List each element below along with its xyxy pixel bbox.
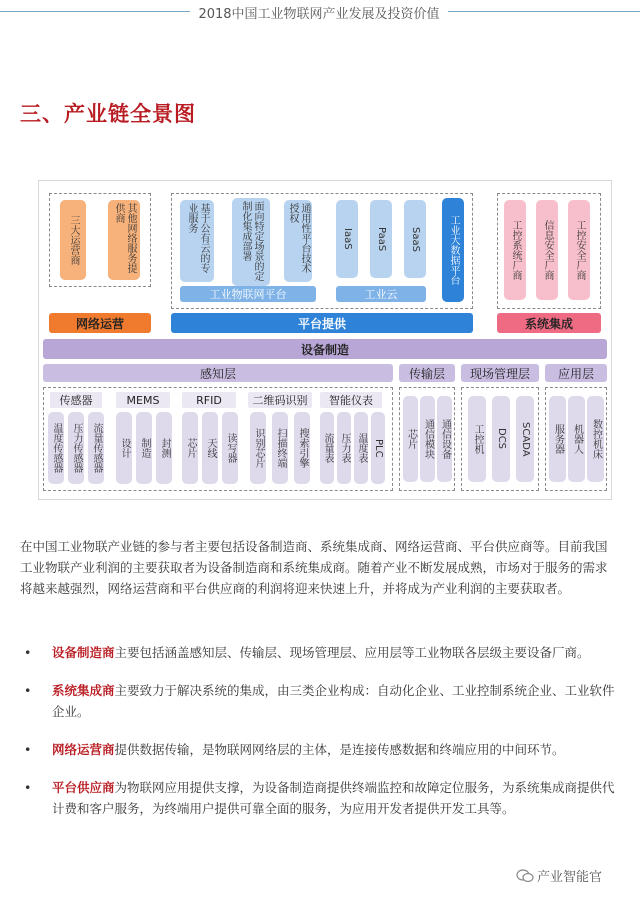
bullet-term: 设备制造商 — [52, 645, 115, 660]
watermark — [516, 866, 602, 885]
field-item: SCADA — [516, 396, 534, 482]
cloud-item-iaas: IaaS — [336, 200, 358, 278]
bullet-text: 提供数据传输，是物联网网络层的主体，是连接传感数据和终端应用的中间环节。 — [114, 742, 565, 757]
perception-item: 芯片 — [182, 412, 198, 484]
field-layer-label: 现场管理层 — [461, 364, 539, 382]
perception-group-label: 传感器 — [50, 392, 102, 408]
transport-item: 通信模块 — [420, 396, 435, 482]
bullet-dot: • — [24, 742, 32, 757]
perception-layer-label: 感知层 — [43, 364, 393, 382]
application-layer-label: 应用层 — [545, 364, 607, 382]
perception-group-label: MEMS — [116, 392, 170, 408]
perception-item: 封测 — [156, 412, 172, 484]
network-ops-group — [49, 193, 151, 287]
application-item: 数控机床 — [587, 396, 604, 482]
network-ops-item: 其他网络服务提供商 — [108, 200, 140, 280]
application-item: 机器人 — [568, 396, 585, 482]
system-integration-label: 系统集成 — [497, 313, 601, 333]
perception-item: 读写器 — [222, 412, 238, 484]
industry-chain-diagram — [38, 180, 612, 500]
page-header — [0, 0, 640, 24]
perception-item: PLC — [371, 412, 385, 484]
bullet-term: 网络运营商 — [52, 742, 115, 757]
bullet-text: 为物联网应用提供支撑，为设备制造商提供终端监控和故障定位服务，为系统集成商提供代计费和客户服务，为终端用户提供可靠全面的服务，为应用开发者提供开发工具等。 — [52, 780, 615, 816]
bullet-text: 主要包括涵盖感知层、传输层、现场管理层、应用层等工业物联各层级主要设备厂商。 — [114, 645, 590, 660]
perception-layer-group — [43, 387, 393, 491]
platform-item: 通用性平台技术授权 — [284, 200, 312, 282]
perception-item: 流量表 — [320, 412, 334, 484]
perception-item: 温度传感器 — [48, 412, 64, 484]
header-rule-right — [448, 11, 640, 12]
watermark-text: 产业智能官 — [537, 870, 603, 885]
cloud-label: 工业云 — [336, 286, 426, 302]
platform-item: 面向特定场景的定制化集成部署 — [232, 198, 270, 286]
bigdata-platform: 工业大数据平台 — [442, 198, 464, 302]
perception-item: 压力表 — [337, 412, 351, 484]
cloud-item-saas: SaaS — [404, 200, 426, 278]
cloud-item-paas: PaaS — [370, 200, 392, 278]
bullet-text: 主要致力于解决系统的集成，由三类企业构成：自动化企业、工业控制系统企业、工业软件企业。 — [52, 683, 615, 719]
system-integration-item: 工控安全厂商 — [568, 200, 590, 300]
perception-group-label: 二维码识别 — [248, 392, 312, 408]
device-manufacturing-label: 设备制造 — [43, 339, 607, 359]
application-item: 服务器 — [549, 396, 566, 482]
bullet-dot: • — [24, 645, 32, 660]
platform-item: 基于公有云的专业服务 — [180, 200, 214, 282]
section-title: 三、产业链全景图 — [20, 102, 196, 126]
perception-item: 设计 — [116, 412, 132, 484]
network-ops-item: 三大运营商 — [60, 200, 86, 280]
perception-item: 制造 — [136, 412, 152, 484]
bullet-term: 系统集成商 — [52, 683, 115, 698]
intro-paragraph: 在中国工业物联产业链的参与者主要包括设备制造商、系统集成商、网络运营商、平台供应商等。目前我国工业物联产业利润的主要获取者为设备制造商和系统集成商。随着产业不断发展成熟，市场对于服务的需求将越来越强烈，网络运营商和平台供应商的利润将迎来快速上升，并将成为产业利润的主要获取者。 — [20, 539, 608, 596]
header-title: 2018中国工业物联网产业发展及投资价值 — [198, 7, 440, 22]
perception-group-label: RFID — [182, 392, 236, 408]
wechat-icon — [516, 869, 534, 883]
platform-group — [171, 193, 473, 309]
application-layer-group — [545, 387, 607, 491]
header-rule-left — [0, 11, 190, 12]
iot-platform-label: 工业物联网平台 — [180, 286, 316, 302]
perception-item: 流量传感器 — [88, 412, 104, 484]
system-integration-item: 工控系统厂商 — [504, 200, 526, 300]
perception-item: 搜索引擎 — [294, 412, 310, 484]
field-item: 工控机 — [468, 396, 486, 482]
perception-item: 天线 — [202, 412, 218, 484]
transport-item: 通信设备 — [437, 396, 452, 482]
transport-item: 芯片 — [403, 396, 418, 482]
field-item: DCS — [492, 396, 510, 482]
bullet-dot: • — [24, 780, 32, 795]
perception-item: 温度表 — [354, 412, 368, 484]
network-ops-label: 网络运营 — [49, 313, 151, 333]
bullet-dot: • — [24, 683, 32, 698]
transport-layer-label: 传输层 — [399, 364, 455, 382]
perception-item: 扫描终端 — [272, 412, 288, 484]
perception-item: 压力传感器 — [68, 412, 84, 484]
bullet-term: 平台供应商 — [52, 780, 115, 795]
platform-label: 平台提供 — [171, 313, 473, 333]
perception-item: 识别芯片 — [250, 412, 266, 484]
transport-layer-group — [399, 387, 455, 491]
system-integration-group — [497, 193, 601, 309]
system-integration-item: 信息安全厂商 — [536, 200, 558, 300]
perception-group-label: 智能仪表 — [320, 392, 382, 408]
field-layer-group — [461, 387, 539, 491]
